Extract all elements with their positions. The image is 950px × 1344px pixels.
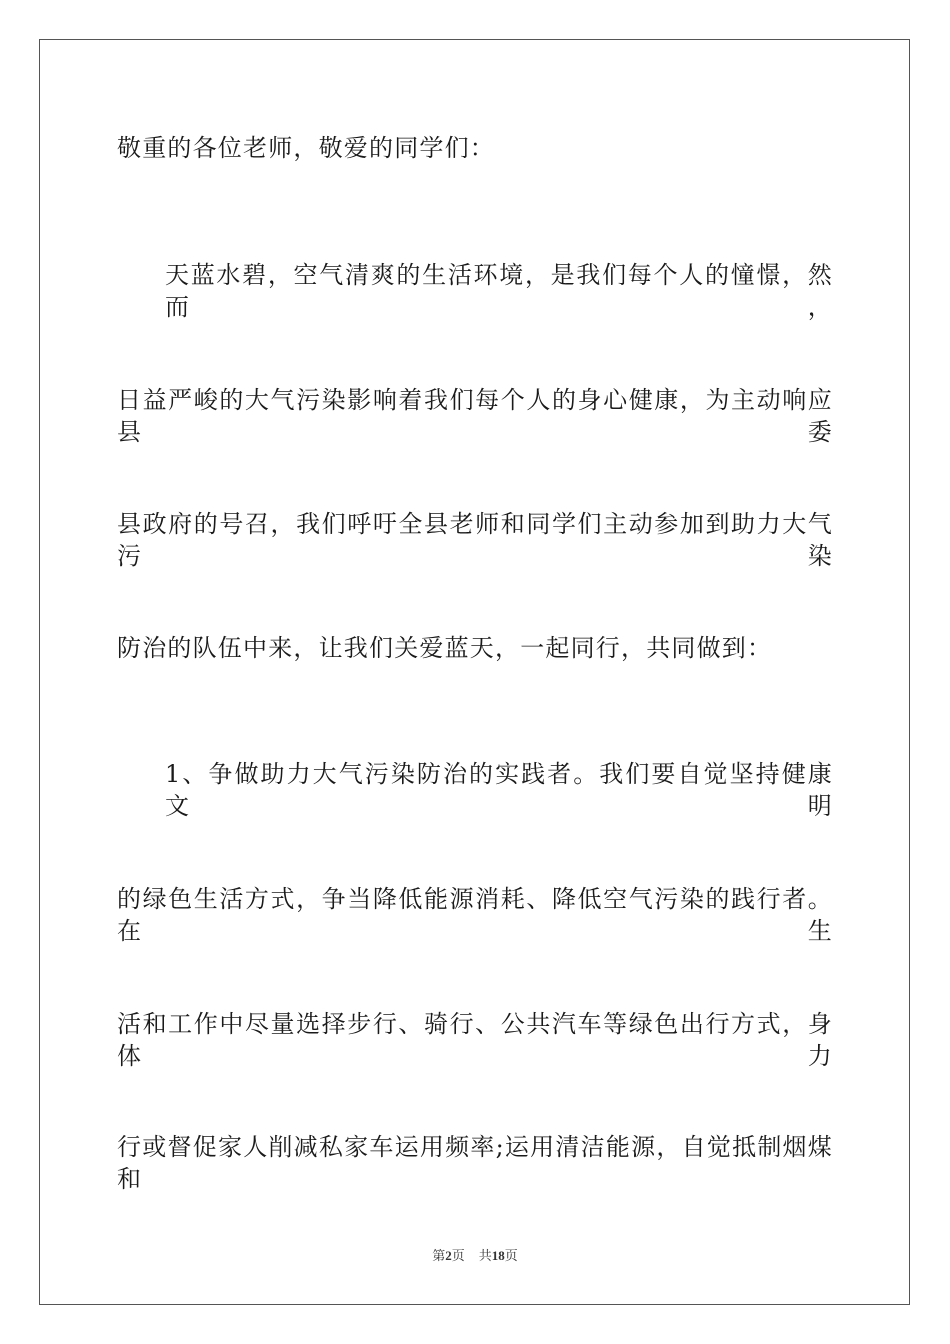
paragraph-line: 日益严峻的大气污染影响着我们每个人的身心健康，为主动响应县委 (117, 386, 833, 446)
total-pages: 18 (491, 1248, 505, 1263)
paragraph-line: 的绿色生活方式，争当降低能源消耗、降低空气污染的践行者。在生 (117, 885, 833, 945)
paragraph-line: 天蓝水碧，空气清爽的生活环境，是我们每个人的憧憬，然而， (165, 261, 833, 321)
total-suffix: 页 (504, 1248, 518, 1263)
salutation-line: 敬重的各位老师，敬爱的同学们： (117, 134, 495, 162)
paragraph-line: 1、争做助力大气污染防治的实践者。我们要自觉坚持健康文明 (165, 760, 833, 820)
page-footer (0, 1247, 950, 1265)
page-number: 2 (445, 1248, 452, 1263)
page-suffix: 页 (451, 1248, 465, 1263)
paragraph-line: 县政府的号召，我们呼吁全县老师和同学们主动参加到助力大气污染 (117, 510, 833, 570)
page-border (39, 39, 910, 1305)
paragraph-line: 防治的队伍中来，让我们关爱蓝天，一起同行，共同做到： (117, 634, 773, 662)
paragraph-line: 行或督促家人削减私家车运用频率;运用清洁能源，自觉抵制烟煤和 (117, 1133, 833, 1193)
paragraph-line: 活和工作中尽量选择步行、骑行、公共汽车等绿色出行方式，身体力 (117, 1010, 833, 1070)
page-prefix: 第 (432, 1248, 446, 1263)
total-prefix: 共 (478, 1248, 492, 1263)
